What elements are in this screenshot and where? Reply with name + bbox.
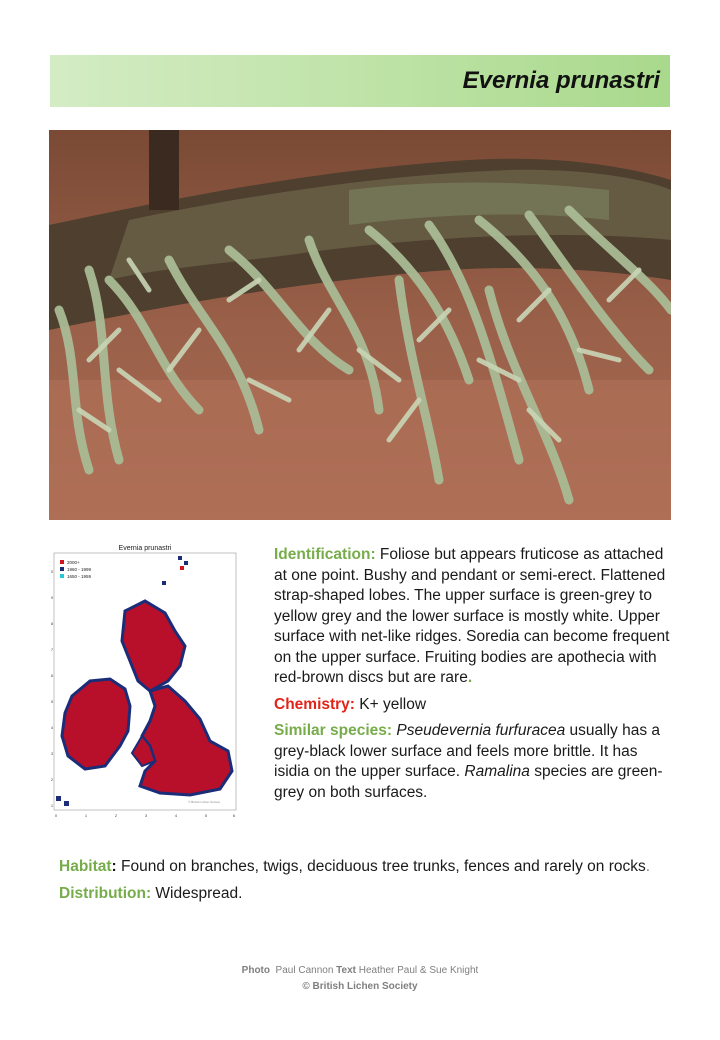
x-tick-1: 1 (84, 813, 88, 818)
credits-line-1 (0, 963, 720, 979)
legend-swatch-2000 (60, 560, 64, 564)
title-banner (50, 55, 670, 107)
x-tick-5: 5 (204, 813, 208, 818)
y-tick-5: 5 (50, 699, 54, 704)
text-credit-label: Text (336, 965, 356, 976)
identification-end: . (467, 669, 473, 686)
y-tick-2: 2 (50, 777, 54, 782)
legend-swatch-1960 (60, 567, 64, 571)
map-watermark: © British Lichen Society (188, 800, 220, 804)
lichen-photo (49, 130, 671, 520)
x-tick-3: 3 (144, 813, 148, 818)
x-tick-0: 0 (54, 813, 58, 818)
chemistry-paragraph (274, 695, 670, 716)
species-title: Evernia prunastri (462, 67, 660, 94)
map-y-ticks (51, 569, 54, 808)
x-tick-2: 2 (114, 813, 118, 818)
y-tick-1: 1 (50, 803, 54, 808)
scilly-dot (56, 796, 61, 801)
chemistry-label: Chemistry: (274, 695, 355, 713)
distribution-map-svg (50, 541, 240, 819)
habitat-end: . (645, 858, 651, 875)
distribution-map (50, 541, 240, 819)
y-tick-4: 4 (50, 725, 54, 730)
y-tick-9: 9 (50, 595, 54, 600)
x-tick-4: 4 (174, 813, 178, 818)
lichen-photo-illustration (49, 130, 671, 520)
similar-species-label: Similar species: (274, 722, 393, 739)
y-tick-7: 7 (50, 647, 54, 652)
copyright-line (0, 979, 720, 995)
legend-label-1960: 1960 - 1999 (67, 567, 92, 572)
credits (0, 963, 720, 995)
similar-species-name-1: Pseudevernia furfuracea (396, 722, 566, 739)
distribution-text: Widespread. (151, 884, 243, 902)
y-tick-0: 0 (50, 569, 54, 574)
habitat-colon: : (111, 858, 117, 875)
identification-text: Foliose but appears fruticose as attached at one point. Bushy and pendant or semi-erect. Flattened strap-shaped lobes. The upper surface is green-grey to yellow grey and the lower surface is mostly white. Upper surface with net-like ridges. Soredia can become frequent on the upper surface. Fruiting bodies are apothecia with red-brown discs but are rare (274, 546, 670, 686)
shetland-dot-1 (178, 556, 182, 560)
identification-paragraph (274, 545, 670, 689)
orkney-dot (162, 581, 166, 585)
text-credit-names: Heather Paul & Sue Knight (356, 965, 479, 976)
channel-dot (64, 801, 69, 806)
legend-label-2000: 2000+ (67, 560, 80, 565)
similar-species-name-2: Ramalina (464, 763, 530, 780)
habitat-block (59, 857, 679, 910)
copyright: © British Lichen Society (302, 981, 418, 992)
habitat-paragraph (59, 857, 679, 878)
y-tick-3: 3 (50, 751, 54, 756)
identification-label: Identification: (274, 546, 376, 563)
legend-label-1650: 1650 - 1959 (67, 574, 92, 579)
map-x-ticks (55, 813, 236, 818)
legend-swatch-1650 (60, 574, 64, 578)
similar-species-paragraph (274, 721, 670, 803)
x-tick-6: 6 (232, 813, 236, 818)
habitat-text: Found on branches, twigs, deciduous tree trunks, fences and rarely on rocks (116, 858, 646, 875)
map-title: Evernia prunastri (118, 545, 172, 552)
shetland-dot-3 (180, 566, 184, 570)
shetland-dot-2 (184, 561, 188, 565)
chemistry-text: K+ yellow (354, 695, 427, 713)
photo-credit-label: Photo (241, 965, 270, 976)
y-tick-6: 6 (50, 673, 54, 678)
y-tick-8: 8 (50, 621, 54, 626)
photo-credit-name: Paul Cannon (270, 965, 337, 976)
habitat-label: Habitat (59, 858, 112, 875)
similar-species-text-1: usually has a grey-black lower surface and feels more brittle. It has isidia on the upper surface. (274, 722, 661, 780)
description-block (274, 545, 670, 809)
similar-species-text-2: species are green-grey on both surfaces. (274, 763, 663, 801)
distribution-paragraph (59, 884, 679, 905)
distribution-label: Distribution: (59, 884, 152, 902)
